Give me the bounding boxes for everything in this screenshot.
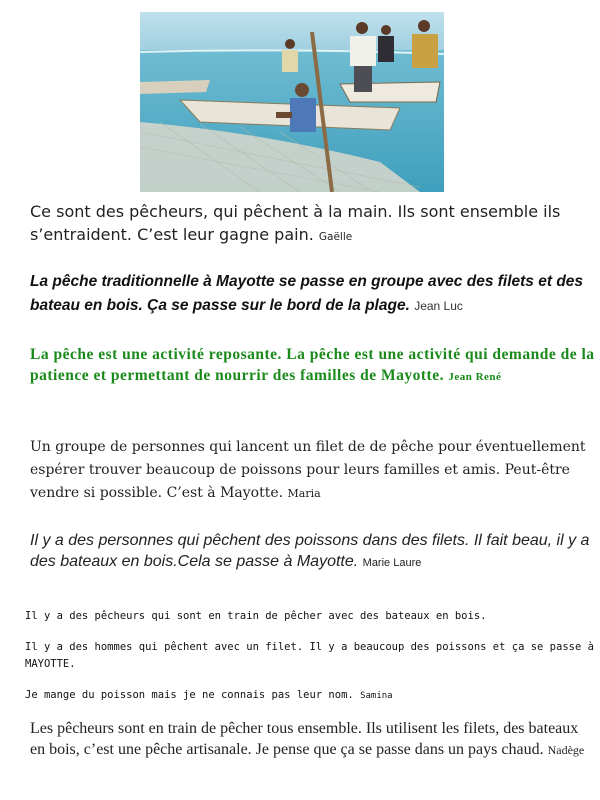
comment-line-last (25, 687, 595, 705)
comment-author: Nadège (547, 743, 585, 757)
comment-line: Il y a des hommes qui pêchent avec un filet. Il y a beaucoup des poissons et ça se passe à MAYOTTE. (25, 641, 594, 670)
photo-fishermen (140, 12, 444, 192)
comment-author: Gaëlle (318, 231, 353, 243)
comment-line: Il y a des pêcheurs qui sont en train de pêcher avec des bateaux en bois. (25, 610, 487, 622)
comment-text: Ce sont des pêcheurs, qui pêchent à la main. Ils sont ensemble ils s’entraident. C’est leur gagne pain. (30, 202, 561, 244)
comment-author: Samina (360, 691, 393, 701)
fishermen-photo-icon (140, 12, 444, 192)
comment-text: Un groupe de personnes qui lancent un filet de de pêche pour éventuellement espérer trouver beaucoup de poissons pour leurs familles et amis. Peut-être vendre si possible. C’est à Mayotte. (30, 439, 586, 501)
comment-text: La pêche traditionnelle à Mayotte se passe en groupe avec des filets et des bateau en bois. Ça se passe sur le bord de la plage. (30, 273, 584, 314)
comment-jean-rene (30, 344, 595, 388)
comment-text: La pêche est une activité reposante. La pêche est une activité qui demande de la patience et permettant de nourrir des familles de Mayotte. (30, 346, 595, 384)
comment-author: Jean Luc (414, 299, 463, 313)
comment-jean-luc (30, 270, 595, 318)
comment-author: Jean René (448, 371, 502, 383)
comment-line: Je mange du poisson mais je ne connais pas leur nom. (25, 689, 354, 701)
comment-marie-laure (30, 530, 590, 574)
comment-author: Maria (287, 487, 321, 500)
comment-text: Il y a des personnes qui pêchent des poissons dans des filets. Il fait beau, il y a des bateaux en bois.Cela se passe à Mayotte. (30, 532, 590, 570)
comment-samina (25, 608, 595, 719)
comment-maria (30, 436, 590, 505)
comment-text: Les pêcheurs sont en train de pêcher tous ensemble. Ils utilisent les filets, des bateaux en bois, c’est une pêche artisanale. Je pense que ça se passe dans un pays chaud. (30, 720, 579, 758)
comment-gaelle (30, 200, 590, 249)
comment-author: Marie Laure (362, 557, 422, 569)
comment-nadege (30, 718, 590, 761)
